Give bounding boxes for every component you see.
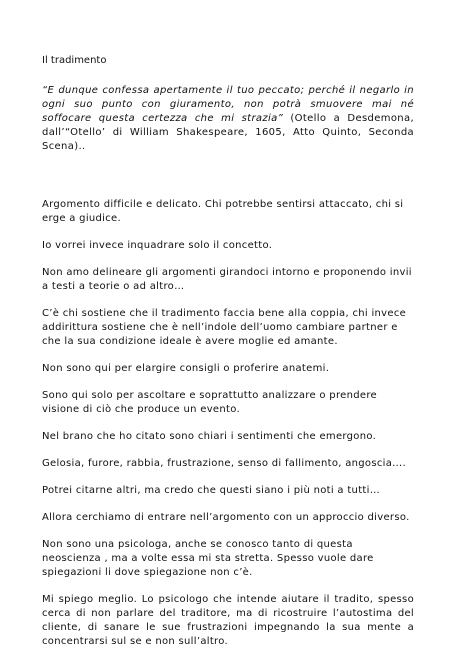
paragraph: Nel brano che ho citato sono chiari i sentimenti che emergono.: [42, 431, 377, 442]
paragraph: Potrei citarne altri, ma credo che questi siano i più noti a tutti…: [42, 485, 381, 496]
quote-attribution: (Otello a Desdemona, dall’“Otello’ di William Shakespeare, 1605, Atto Quinto, Seconda Scena)..: [42, 113, 414, 152]
paragraph: Non sono una psicologa, anche se conosco tanto di questa neoscienza , ma a volte essa mi sta stretta. Spesso vuole dare spiegazioni li dove spiegazione non c’è.: [42, 539, 374, 578]
paragraph: Mi spiego meglio. Lo psicologo che intende aiutare il tradito, spesso cerca di non parlare del traditore, ma di ricostruire l’autostima del cliente, di sanare le sue frustrazioni impegnando la sua mente a concentrarsi sul se e non sull’altro.: [42, 594, 414, 647]
paragraph: Argomento difficile e delicato. Chi potrebbe sentirsi attaccato, chi si erge a giudice.: [42, 199, 404, 224]
opening-quote: [42, 84, 414, 154]
paragraph: Gelosia, furore, rabbia, frustrazione, senso di fallimento, angoscia….: [42, 458, 406, 469]
paragraph: Non amo delineare gli argomenti girandoci intorno e proponendo invii a testi a teorie o ad altro…: [42, 267, 412, 292]
paragraph: Io vorrei invece inquadrare solo il concetto.: [42, 240, 273, 251]
paragraph: Allora cerchiamo di entrare nell’argomento con un approccio diverso.: [42, 512, 410, 523]
quote-text: “E dunque confessa apertamente il tuo peccato; perché il negarlo in ogni suo punto con giuramento, non potrà smuovere mai né soffocare questa certezza che mi strazia”: [42, 85, 414, 124]
paragraph: Sono qui solo per ascoltare e soprattutto analizzare o prendere visione di ciò che produce un evento.: [42, 390, 377, 415]
paragraph: Non sono qui per elargire consigli o proferire anatemi.: [42, 363, 330, 374]
document-title: Il tradimento: [42, 55, 107, 66]
paragraph: C’è chi sostiene che il tradimento faccia bene alla coppia, chi invece addirittura sostiene che è nell’indole dell’uomo cambiare partner e che la sua condizione ideale è avere moglie ed amante.: [42, 308, 407, 347]
